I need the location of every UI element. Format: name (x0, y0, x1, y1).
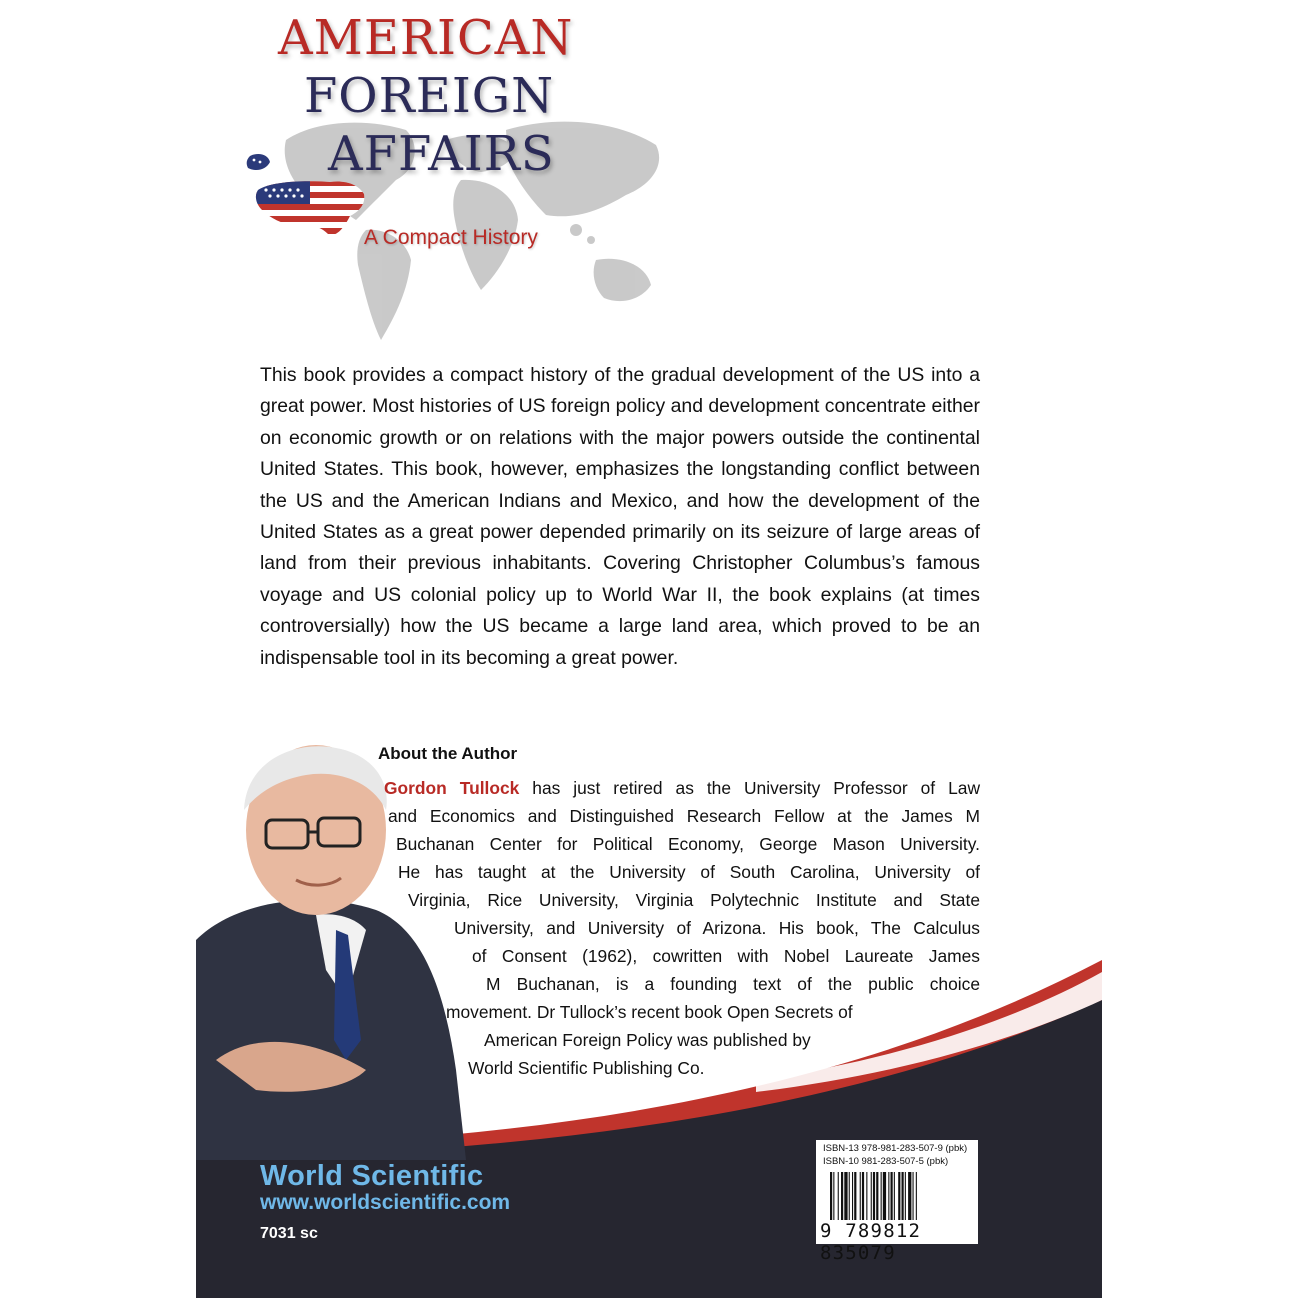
publisher-name: World Scientific (260, 1160, 484, 1192)
author-bio-line: He has taught at the University of South Carolina, University of (398, 862, 980, 882)
us-flag-map-icon (240, 150, 370, 242)
author-bio-line: World Scientific Publishing Co. (468, 1058, 705, 1078)
isbn13-text: ISBN-13 978-981-283-507-9 (pbk) (823, 1143, 968, 1154)
title-line-american: AMERICAN (278, 10, 574, 66)
author-bio-line: Gordon Tullock has just retired as the University Professor of Law (384, 778, 980, 798)
publisher-block (260, 1160, 510, 1243)
author-bio-line: Virginia, Rice University, Virginia Polytechnic Institute and State (408, 890, 980, 910)
author-bio-line: Buchanan Center for Political Economy, George Mason University. (396, 834, 980, 854)
book-description: This book provides a compact history of the gradual development of the US into a great power. Most histories of US foreign policy and development concentrate either on economic growth or on relations with the major powers outside the continental United States. This book, however, emphasizes the longstanding conflict between the US and the American Indians and Mexico, and how the development of the United States as a great power depended primarily on its seizure of large areas of land from their previous inhabitants. Covering Christopher Columbus’s famous voyage and US colonial policy up to World War II, the book explains (at times controversially) how the US became a large land area, which proved to be an indispensable tool in its becoming a great power. (260, 364, 980, 669)
publisher-code: 7031 sc (260, 1225, 318, 1242)
publisher-url: www.worldscientific.com (260, 1191, 511, 1214)
title-line-foreign: FOREIGN (304, 68, 555, 124)
author-bio-line: American Foreign Policy was published by (484, 1030, 811, 1050)
barcode-image (830, 1172, 970, 1220)
author-bio-line: of Consent (1962), cowritten with Nobel Laureate James (472, 946, 980, 966)
book-subtitle: A Compact History (364, 226, 538, 249)
author-photo (196, 740, 486, 1160)
book-back-cover (196, 0, 1102, 1298)
author-bio-line: M Buchanan, is a founding text of the public choice (486, 974, 980, 994)
title-line-affairs: AFFAIRS (328, 126, 555, 182)
barcode-digits: 9 789812 835079 (820, 1220, 922, 1264)
isbn10-text: ISBN-10 981-283-507-5 (pbk) (823, 1156, 949, 1167)
author-bio-line: University, and University of Arizona. His book, The Calculus (454, 918, 980, 938)
barcode-block (816, 1140, 978, 1264)
author-bio-line: and Economics and Distinguished Research Fellow at the James M (388, 806, 980, 826)
author-heading: About the Author (378, 744, 518, 763)
author-bio-line: movement. Dr Tullock’s recent book Open Secrets of (446, 1002, 853, 1022)
author-name: Gordon Tullock (384, 778, 520, 798)
